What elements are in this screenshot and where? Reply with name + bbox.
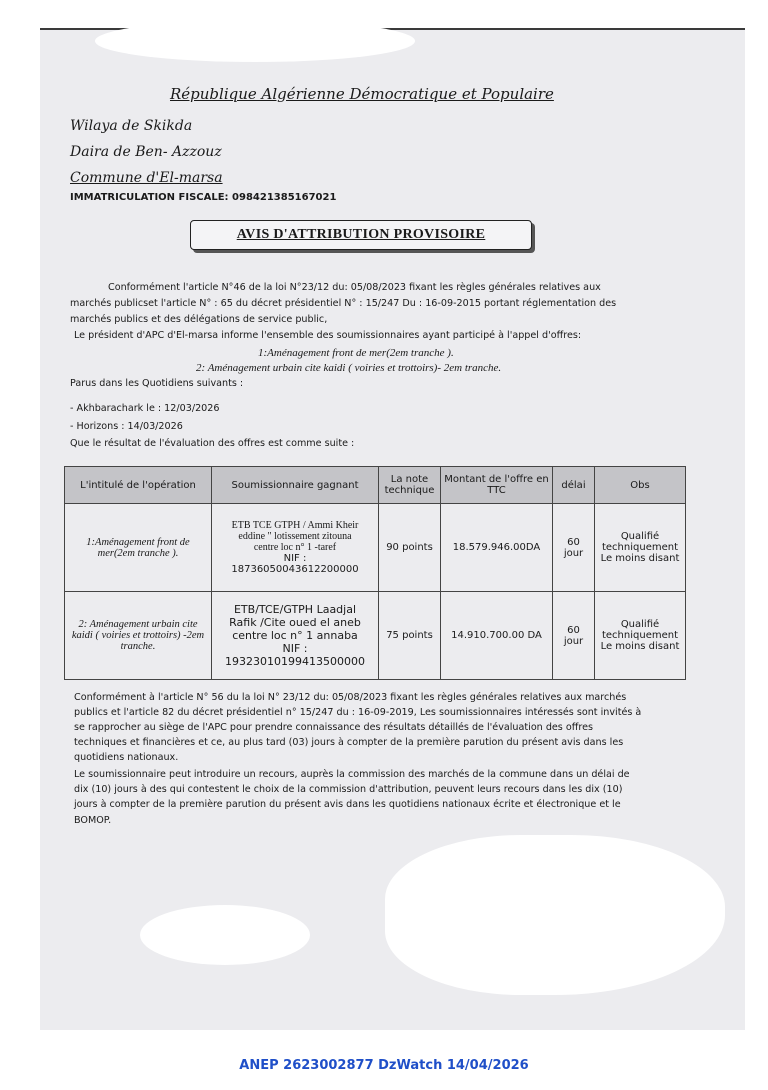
obs-line: Le moins disant [600,641,680,652]
closing-p2-line-4: BOMOP. [74,815,112,826]
table-row [65,504,686,592]
note-cell: 90 points [379,504,441,592]
obs-line: Qualifié [620,619,660,630]
col-obs: Obs [595,467,686,504]
redaction-bottom-left [140,905,310,965]
anep-footer: ANEP 2623002877 DzWatch 14/04/2026 [239,1058,529,1073]
closing-p2-line-2: dix (10) jours à des qui contestent le choix de la commission d'attribution, peuvent leurs recours dans les dix (10) [74,784,623,795]
col-delai: délai [553,467,595,504]
nif-number: 18736050043612200000 [231,564,359,575]
intro-line-3: marchés publics et des délégations de service public, [70,314,328,325]
delai-cell [553,504,595,592]
soum-line: eddine " lotissement zitouna [238,531,352,542]
operation-cell: 1:Aménagement front de mer(2em tranche ). [65,504,212,592]
results-table [64,466,686,680]
table-row [65,592,686,680]
operation-cell: 2: Aménagement urbain cite kaidi ( voiries et trottoirs) -2em tranche. [65,592,212,680]
col-note: La note technique [379,467,441,504]
parus-line: Parus dans les Quotidiens suivants : [70,378,244,389]
document-title: AVIS D'ATTRIBUTION PROVISOIRE [236,227,486,242]
soumissionnaire-cell [212,592,379,680]
col-operation: L'intitulé de l'opération [65,467,212,504]
journal-2: - Horizons : 14/03/2026 [70,421,183,432]
delai-number: 60 [567,536,580,548]
table-header-row [65,467,686,504]
col-soumissionnaire: Soumissionnaire gagnant [212,467,379,504]
obs-line: Qualifié [620,531,660,542]
nif-label: NIF : [282,642,308,655]
title-box [190,220,532,250]
operation-2-heading: 2: Aménagement urbain cite kaidi ( voiries et trottoirs)- 2em tranche. [196,362,502,374]
republic-heading: République Algérienne Démocratique et Populaire [170,85,554,103]
closing-p1-line-5: quotidiens nationaux. [74,752,179,763]
daira-line: Daira de Ben- Azzouz [70,144,222,160]
montant-cell: 14.910.700.00 DA [441,592,553,680]
intro-line-1: Conformément l'article N°46 de la loi N°23/12 du: 05/08/2023 fixant les règles générales relatives aux [108,282,601,293]
closing-p1-line-4: techniques et financières et ce, au plus tard (03) jours à compter de la première parution du présent avis dans les [74,737,624,748]
soum-line: centre loc n° 1 annaba [232,629,358,642]
montant-cell: 18.579.946.00DA [441,504,553,592]
closing-p2-line-1: Le soumissionnaire peut introduire un recours, auprès la commission des marchés de la commune dans un délai de [74,769,630,780]
nif-number: 19323010199413500000 [225,655,365,668]
closing-p1-line-1: Conformément à l'article N° 56 du la loi N° 23/12 du: 05/08/2023 fixant les règles générales relatives aux marchés [74,692,627,703]
wilaya-line: Wilaya de Skikda [70,118,193,134]
soumissionnaire-cell [212,504,379,592]
soum-line: ETB TCE GTPH / Ammi Kheir [231,520,359,531]
delai-number: 60 [567,624,580,636]
resultat-line: Que le résultat de l'évaluation des offres est comme suite : [70,438,355,449]
soum-line: ETB/TCE/GTPH Laadjal [233,603,357,616]
delai-unit: jour [563,635,584,647]
operation-1-heading: 1:Aménagement front de mer(2em tranche ). [258,347,454,359]
obs-line: Le moins disant [600,553,680,564]
note-cell: 75 points [379,592,441,680]
soum-line: Rafik /Cite oued el aneb [229,616,361,629]
intro-line-4: Le président d'APC d'El-marsa informe l'ensemble des soumissionnaires ayant participé à l'appel d'offres: [74,330,582,341]
nif-label: NIF : [283,553,307,564]
delai-unit: jour [563,547,584,559]
col-montant: Montant de l'offre en TTC [441,467,553,504]
intro-line-2: marchés publicset l'article N° : 65 du décret présidentiel N° : 15/247 Du : 16-09-2015 portant réglementation des [70,298,617,309]
closing-p2-line-3: jours à compter de la première parution du présent avis dans les quotidiens nationaux écrite et électronique et le [74,799,621,810]
obs-cell [595,592,686,680]
journal-1: - Akhbarachark le : 12/03/2026 [70,403,220,414]
soum-line: centre loc n° 1 -taref [253,542,337,553]
delai-cell [553,592,595,680]
closing-p1-line-3: se rapprocher au siège de l'APC pour prendre connaissance des résultats détaillés de l'évaluation des offres [74,722,593,733]
commune-line: Commune d'El-marsa [70,170,223,186]
redaction-top [95,20,415,62]
redaction-bottom-right [385,835,725,995]
obs-line: techniquement [601,630,678,641]
fiscal-registration: IMMATRICULATION FISCALE: 098421385167021 [70,192,337,203]
closing-p1-line-2: publics et l'article 82 du décret présidentiel n° 15/247 du : 16-09-2019, Les soumissionnaires intéressés sont invités à [74,707,642,718]
obs-cell [595,504,686,592]
obs-line: techniquement [601,542,678,553]
